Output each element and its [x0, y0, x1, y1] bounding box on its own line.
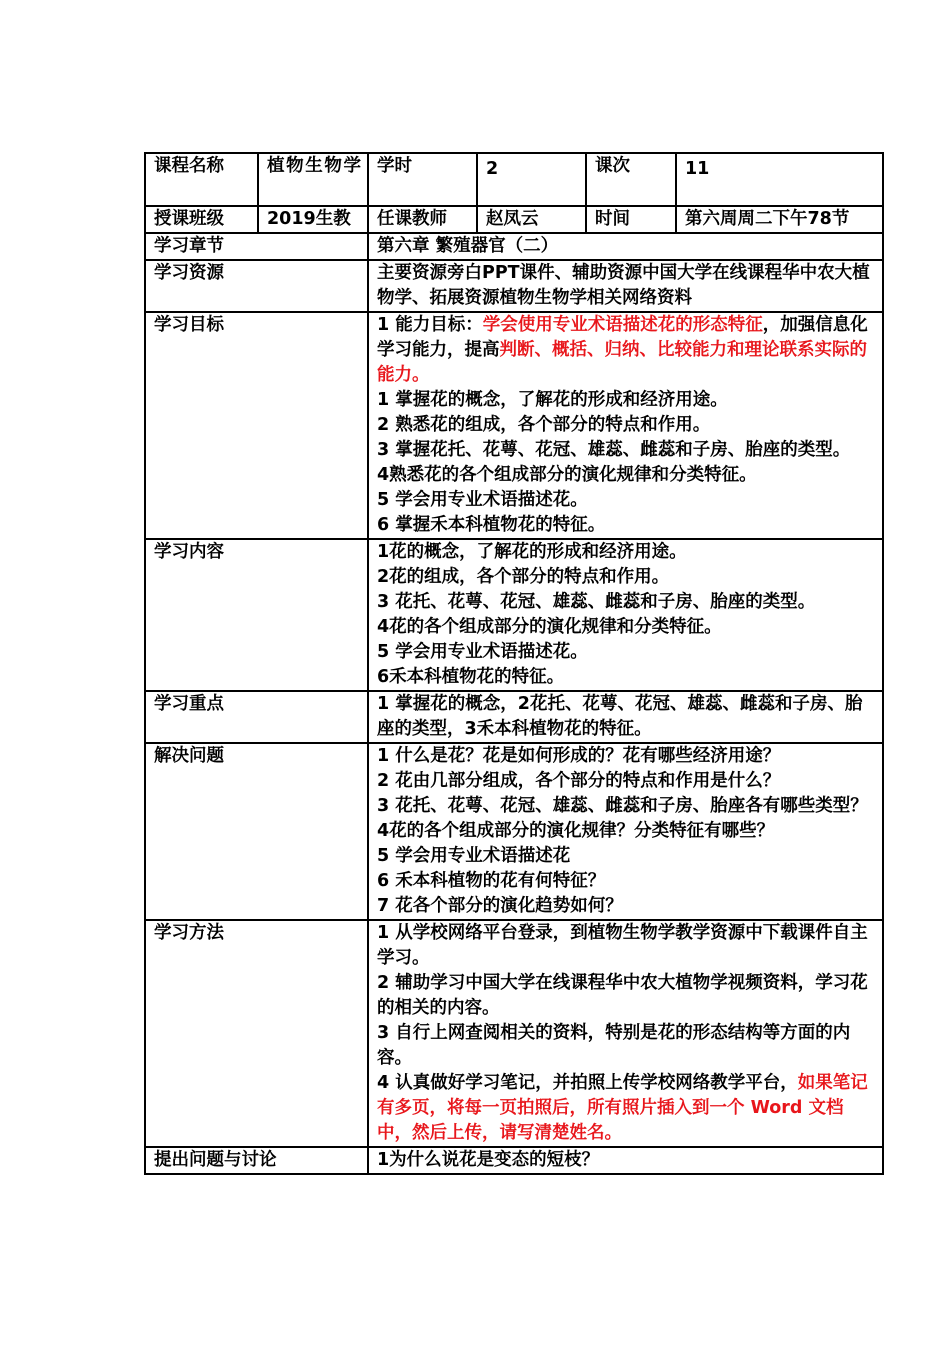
problem-item: 3 花托、花萼、花冠、雄蕊、雌蕊和子房、胎座各有哪些类型？ — [377, 796, 868, 816]
key-points-row — [145, 691, 883, 743]
hours-label: 学时 — [368, 153, 477, 206]
problems-cell — [368, 743, 883, 920]
problem-item: 1 什么是花？花是如何形成的？花有哪些经济用途？ — [377, 746, 781, 766]
content-item: 4花的各个组成部分的演化规律和分类特征。 — [377, 617, 722, 637]
key-points-value: 1 掌握花的概念，2花托、花萼、花冠、雄蕊、雌蕊和子房、胎座的类型，3禾本科植物花的特征。 — [368, 691, 883, 743]
content-item: 3 花托、花萼、花冠、雄蕊、雌蕊和子房、胎座的类型。 — [377, 592, 816, 612]
content-item: 2花的组成，各个部分的特点和作用。 — [377, 567, 670, 587]
method-item-4 — [377, 1071, 876, 1146]
hours-value: 2 — [477, 153, 586, 206]
content-item: 1花的概念，了解花的形成和经济用途。 — [377, 542, 687, 562]
objective-item: 3 掌握花托、花萼、花冠、雄蕊、雌蕊和子房、胎座的类型。 — [377, 440, 851, 460]
objective-item: 2 熟悉花的组成，各个部分的特点和作用。 — [377, 415, 711, 435]
problem-item: 2 花由几部分组成，各个部分的特点和作用是什么？ — [377, 771, 781, 791]
methods-cell — [368, 920, 883, 1147]
problems-row — [145, 743, 883, 920]
teacher-value: 赵凤云 — [477, 206, 586, 233]
content-item: 6禾本科植物花的特征。 — [377, 667, 565, 687]
time-label: 时间 — [586, 206, 676, 233]
objectives-row — [145, 312, 883, 539]
content-row — [145, 539, 883, 691]
problem-item: 4花的各个组成部分的演化规律？分类特征有哪些？ — [377, 821, 775, 841]
problem-item: 5 学会用专业术语描述花 — [377, 846, 571, 866]
objectives-intro-c: ，加强信息化学习能力，提高 — [377, 315, 868, 360]
chapter-value: 第六章 繁殖器官（二） — [368, 233, 883, 260]
course-name-value: 植物生物学 — [258, 153, 368, 206]
session-label: 课次 — [586, 153, 676, 206]
teacher-label: 任课教师 — [368, 206, 477, 233]
objectives-intro-highlight-2: 判断、概括、归纳、比较能力和理论联系实际的能力。 — [377, 340, 867, 385]
objective-item: 4熟悉花的各个组成部分的演化规律和分类特征。 — [377, 465, 757, 485]
objective-item: 6 掌握禾本科植物花的特征。 — [377, 515, 606, 535]
objectives-intro-highlight-1: 学会使用专业术语描述花的形态特征 — [482, 315, 763, 335]
method-item-4-text: 4 认真做好学习笔记，并拍照上传学校网络教学平台， — [377, 1073, 798, 1093]
content-item: 5 学会用专业术语描述花。 — [377, 642, 588, 662]
header-row-2 — [145, 206, 883, 233]
course-name-label: 课程名称 — [145, 153, 258, 206]
methods-row — [145, 920, 883, 1147]
method-item: 2 辅助学习中国大学在线课程华中农大植物学视频资料，学习花的相关的内容。 — [377, 973, 868, 1018]
class-value: 2019生教 — [258, 206, 368, 233]
content-label: 学习内容 — [145, 539, 368, 691]
objective-item: 1 掌握花的概念，了解花的形成和经济用途。 — [377, 390, 728, 410]
method-item: 1 从学校网络平台登录，到植物生物学教学资源中下载课件自主学习。 — [377, 923, 868, 968]
discussion-row — [145, 1147, 883, 1174]
session-value: 11 — [676, 153, 883, 206]
resources-row — [145, 260, 883, 312]
header-row-1 — [145, 153, 883, 206]
problems-label: 解决问题 — [145, 743, 368, 920]
content-cell — [368, 539, 883, 691]
chapter-label: 学习章节 — [145, 233, 368, 260]
chapter-row — [145, 233, 883, 260]
method-item-4-highlight: 如果笔记有多页，将每一页拍照后，所有照片插入到一个 Word 文档中，然后上传，请写清楚姓名。 — [377, 1073, 868, 1143]
resources-label: 学习资源 — [145, 260, 368, 312]
methods-label: 学习方法 — [145, 920, 368, 1147]
discussion-label: 提出问题与讨论 — [145, 1147, 368, 1174]
problem-item: 7 花各个部分的演化趋势如何？ — [377, 896, 623, 916]
key-points-label: 学习重点 — [145, 691, 368, 743]
objectives-cell — [368, 312, 883, 539]
time-value: 第六周周二下午78节 — [676, 206, 883, 233]
objectives-intro-a: 1 能力目标： — [377, 315, 483, 335]
objectives-label: 学习目标 — [145, 312, 368, 539]
class-label: 授课班级 — [145, 206, 258, 233]
objectives-intro — [377, 313, 876, 388]
problem-item: 6 禾本科植物的花有何特征？ — [377, 871, 606, 891]
resources-value: 主要资源旁白PPT课件、辅助资源中国大学在线课程华中农大植物学、拓展资源植物生物学相关网络资料 — [368, 260, 883, 312]
method-item: 3 自行上网查阅相关的资料，特别是花的形态结构等方面的内容。 — [377, 1023, 851, 1068]
discussion-value: 1为什么说花是变态的短枝？ — [368, 1147, 883, 1174]
objective-item: 5 学会用专业术语描述花。 — [377, 490, 588, 510]
course-plan-table — [144, 152, 884, 1175]
